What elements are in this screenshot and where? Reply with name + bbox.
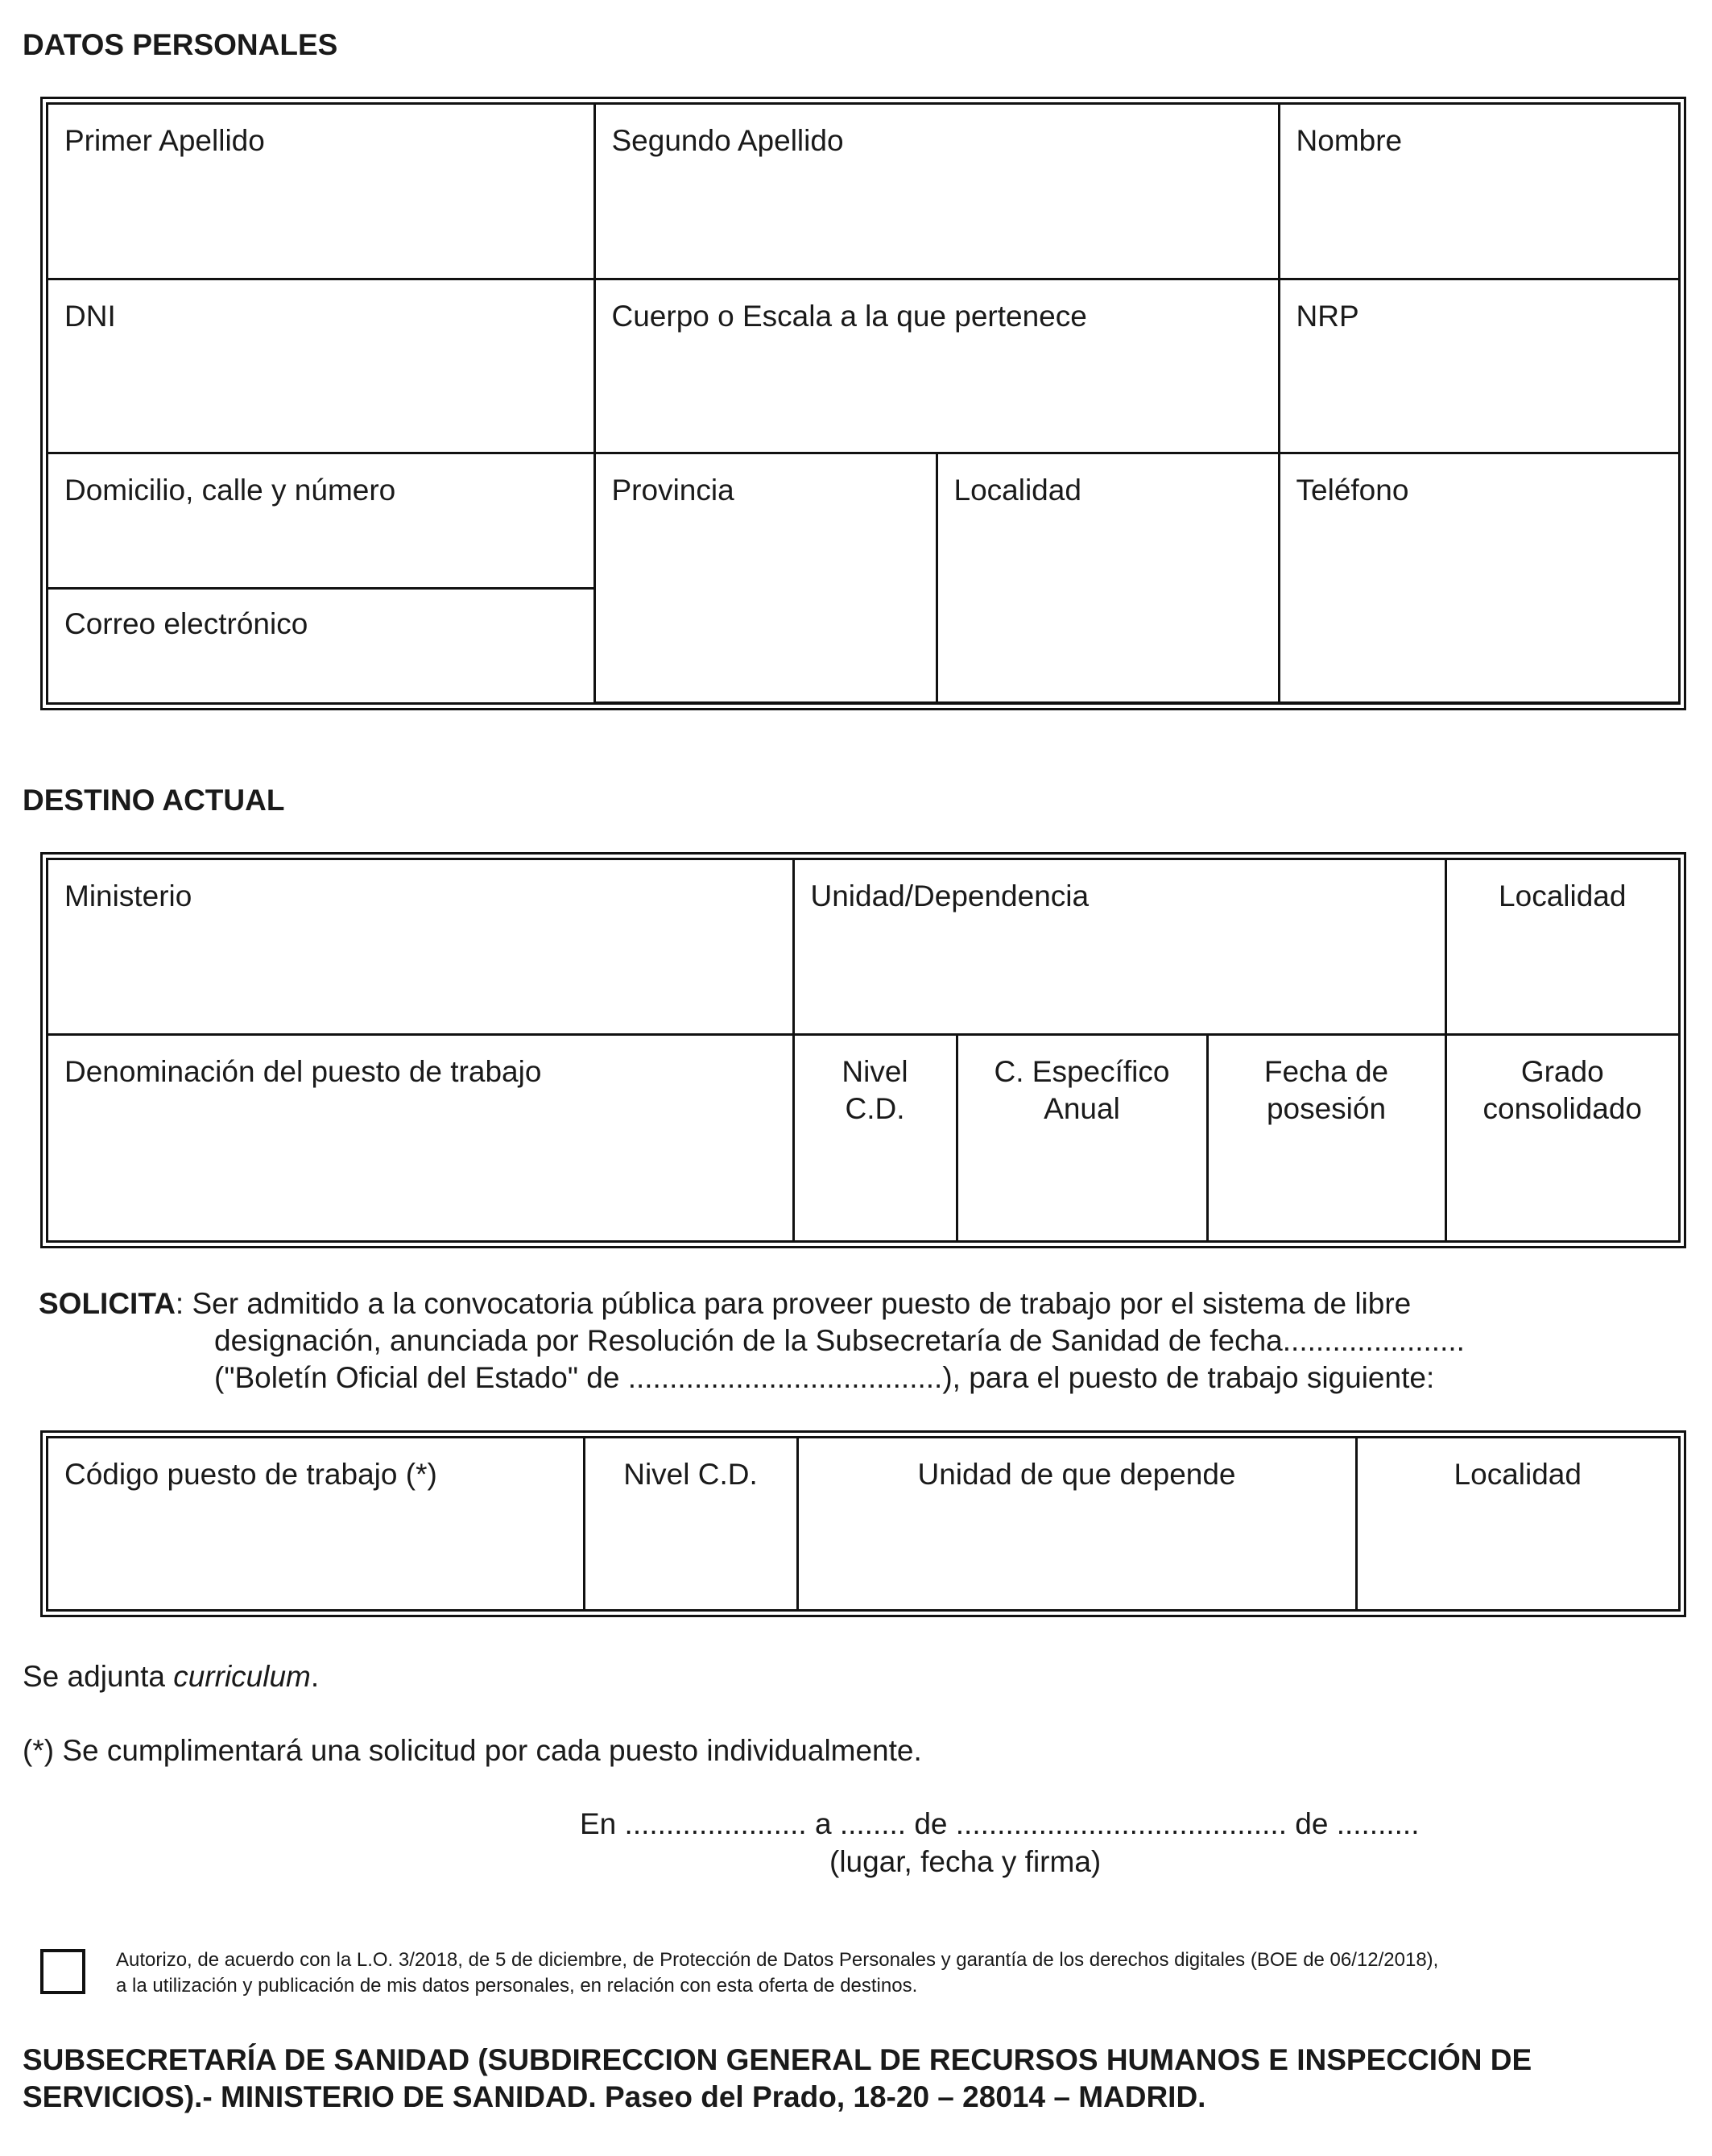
nota-text: (*) Se cumplimentará una solicitud por cada puesto individualmente. <box>23 1734 922 1767</box>
datos-personales-table <box>40 97 1686 710</box>
field-correo[interactable] <box>48 588 594 702</box>
field-denominacion-puesto[interactable] <box>48 1034 793 1240</box>
label-nombre: Nombre <box>1296 124 1403 157</box>
field-provincia[interactable] <box>594 453 937 702</box>
label-grado-line2: consolidado <box>1482 1091 1642 1125</box>
footer-line2: SERVICIOS).- MINISTERIO DE SANIDAD. Paseo del Prado, 18-20 – 28014 – MADRID. <box>23 2080 1206 2113</box>
label-nrp: NRP <box>1296 299 1359 333</box>
label-denominacion-puesto: Denominación del puesto de trabajo <box>64 1054 542 1088</box>
label-localidad: Localidad <box>953 473 1081 507</box>
field-unidad-dependencia[interactable] <box>793 860 1445 1034</box>
adjunta-curriculum: curriculum <box>173 1660 311 1693</box>
section-heading-datos-personales: DATOS PERSONALES <box>23 28 338 61</box>
label-fecha-line2: posesión <box>1266 1091 1387 1125</box>
label-unidad-dependencia: Unidad/Dependencia <box>810 879 1090 912</box>
solicita-paragraph <box>39 1285 1617 1397</box>
adjunta-prefix: Se adjunta <box>23 1660 174 1693</box>
autorizo-line1: Autorizo, de acuerdo con la L.O. 3/2018, de 5 de diciembre, de Protección de Datos Personales y garantía de los derechos digitales (BOE de 06/12/2018), <box>116 1949 1439 1971</box>
label-domicilio: Domicilio, calle y número <box>64 473 396 507</box>
field-nombre[interactable] <box>1279 105 1678 279</box>
solicita-line1: : Ser admitido a la convocatoria pública para proveer puesto de trabajo por el sistema de libre <box>175 1287 1412 1320</box>
label-puesto-nivel: Nivel C.D. <box>623 1458 758 1491</box>
field-localidad[interactable] <box>937 453 1279 702</box>
label-grado-line1: Grado <box>1520 1054 1604 1088</box>
footer-line1: SUBSECRETARÍA DE SANIDAD (SUBDIRECCION GENERAL DE RECURSOS HUMANOS E INSPECCIÓN DE <box>23 2043 1532 2076</box>
field-destino-localidad[interactable] <box>1445 860 1678 1034</box>
label-codigo-puesto: Código puesto de trabajo (*) <box>64 1458 437 1491</box>
label-correo: Correo electrónico <box>64 606 308 640</box>
label-provincia: Provincia <box>611 473 734 507</box>
solicita-line3: ("Boletín Oficial del Estado" de ......................................), para el puesto de trabajo siguiente: <box>214 1361 1435 1394</box>
label-nivel-line2: C.D. <box>845 1091 905 1125</box>
solicita-line2: designación, anunciada por Resolución de la Subsecretaría de Sanidad de fecha...................... <box>214 1324 1465 1357</box>
destino-actual-table <box>40 852 1686 1248</box>
firma-caption: (lugar, fecha y firma) <box>829 1845 1102 1878</box>
label-nivel-line1: Nivel <box>842 1054 908 1088</box>
field-fecha-posesion[interactable] <box>1207 1034 1445 1240</box>
field-cuerpo-escala[interactable] <box>594 279 1279 453</box>
autorizo-line2: a la utilización y publicación de mis datos personales, en relación con esta oferta de destinos. <box>116 1975 918 1997</box>
firma-line: En ...................... a ........ de ........................................ de .......... <box>580 1807 1420 1840</box>
autorizo-text <box>116 1947 1630 1999</box>
field-telefono[interactable] <box>1279 453 1678 702</box>
label-especifico-line1: C. Específico <box>994 1054 1170 1088</box>
label-unidad-depende: Unidad de que depende <box>917 1458 1236 1491</box>
field-nrp[interactable] <box>1279 279 1678 453</box>
field-grado-consolidado[interactable] <box>1445 1034 1678 1240</box>
field-ministerio[interactable] <box>48 860 793 1034</box>
footer-address <box>23 2042 1681 2116</box>
field-c-especifico[interactable] <box>957 1034 1207 1240</box>
label-segundo-apellido: Segundo Apellido <box>611 124 844 157</box>
solicita-label: SOLICITA <box>39 1287 176 1320</box>
label-cuerpo-escala: Cuerpo o Escala a la que pertenece <box>611 299 1087 333</box>
field-segundo-apellido[interactable] <box>594 105 1279 279</box>
label-primer-apellido: Primer Apellido <box>64 124 265 157</box>
autorizo-checkbox[interactable] <box>40 1949 85 1994</box>
label-fecha-line1: Fecha de <box>1263 1054 1389 1088</box>
adjunta-suffix: . <box>310 1660 320 1693</box>
field-domicilio[interactable] <box>48 453 594 588</box>
label-puesto-localidad: Localidad <box>1454 1458 1582 1491</box>
field-nivel-cd[interactable] <box>793 1034 957 1240</box>
field-unidad-depende[interactable] <box>797 1438 1356 1609</box>
field-primer-apellido[interactable] <box>48 105 594 279</box>
puesto-table <box>40 1430 1686 1617</box>
label-telefono: Teléfono <box>1296 473 1409 507</box>
field-dni[interactable] <box>48 279 594 453</box>
label-ministerio: Ministerio <box>64 879 192 912</box>
section-heading-destino-actual: DESTINO ACTUAL <box>23 784 285 817</box>
label-destino-localidad: Localidad <box>1499 879 1627 912</box>
field-codigo-puesto[interactable] <box>48 1438 584 1609</box>
field-puesto-nivel[interactable] <box>584 1438 797 1609</box>
field-puesto-localidad[interactable] <box>1356 1438 1678 1609</box>
label-dni: DNI <box>64 299 116 333</box>
adjunta-text <box>23 1659 319 1695</box>
label-especifico-line2: Anual <box>1044 1091 1120 1125</box>
